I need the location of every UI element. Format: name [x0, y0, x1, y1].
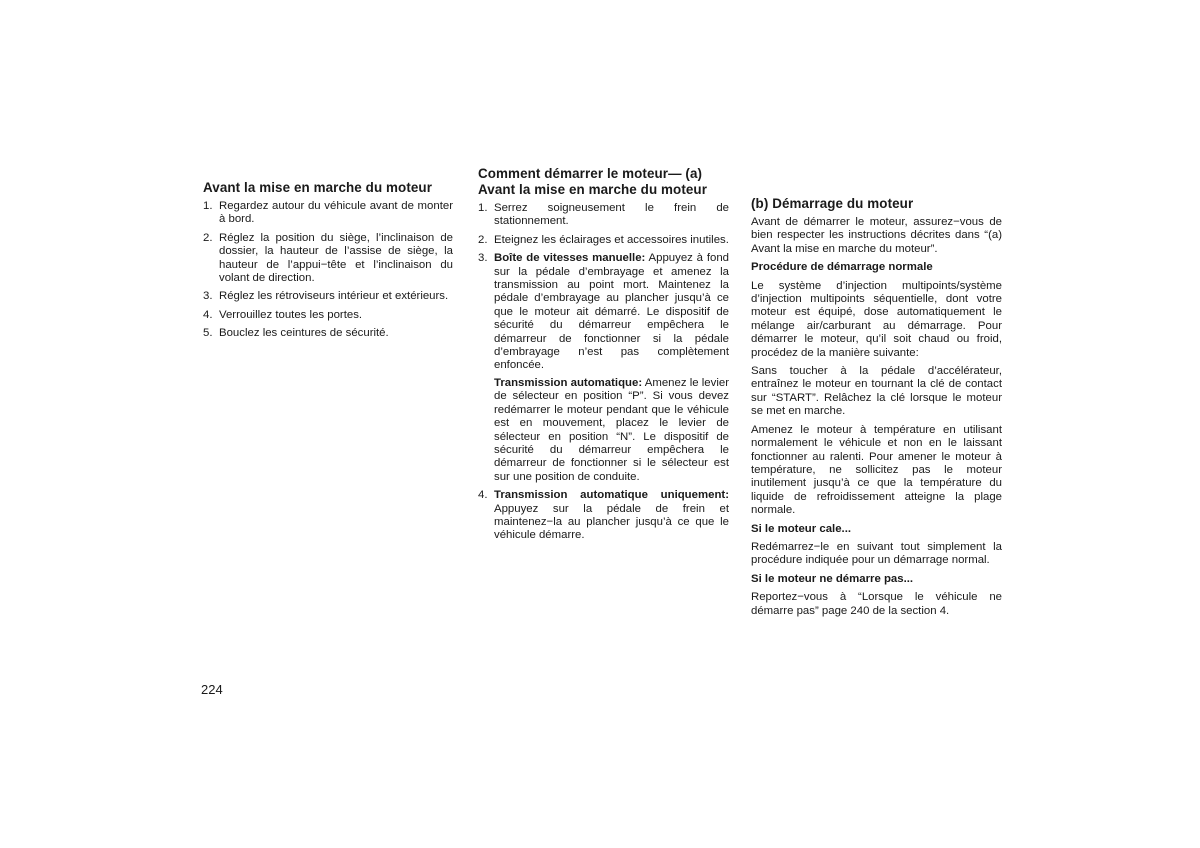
item-text: Regardez autour du véhicule avant de monter à bord. — [219, 200, 453, 226]
item-bold-lead: Boîte de vitesses manuelle: — [494, 252, 646, 265]
item-text: Verrouillez toutes les portes. — [219, 308, 363, 321]
item-number: 3. — [203, 290, 213, 303]
section-heading: (b) Démarrage du moteur — [751, 196, 914, 211]
list-item — [478, 489, 729, 543]
item-number: 2. — [478, 233, 488, 246]
checklist — [203, 200, 453, 341]
item-text: Serrez soigneusement le frein de stationnement. — [494, 202, 729, 228]
list-item — [203, 290, 453, 303]
item-text: Réglez les rétroviseurs intérieur et extérieurs. — [219, 290, 449, 303]
item-number: 4. — [203, 308, 213, 321]
paragraph: Amenez le moteur à température en utilisant normalement le véhicule et non en le laissant fonctionner au ralenti. Pour amener le moteur à température, ne sollicitez pas le moteur inutilement jusqu’à ce que la température du liquide de refroidissement atteigne la plage normale. — [751, 423, 1002, 517]
item-text: Amenez le levier de sélecteur en position “P”. Si vous devez redémarrer le moteur pendant que le véhicule est en mouvement, placez le levier de sélecteur en position “N”. Le dispositif de sécurité du démarreur empêchera le démarreur de fonctionner si le sélecteur est sur une position de conduite. — [494, 376, 729, 483]
list-item — [478, 202, 729, 229]
item-number: 2. — [203, 231, 213, 244]
left-column — [203, 180, 453, 346]
paragraph: Redémarrez−le en suivant tout simplement la procédure indiquée pour un démarrage normal. — [751, 540, 1002, 567]
list-item — [203, 327, 453, 340]
middle-column — [478, 166, 729, 548]
subheading: Procédure de démarrage normale — [751, 261, 933, 274]
item-text: Appuyez sur la pédale de frein et maintenez−la au plancher jusqu’à ce que le véhicule démarre. — [494, 502, 729, 542]
paragraph: Reportez−vous à “Lorsque le véhicule ne démarre pas” page 240 de la section 4. — [751, 591, 1002, 617]
subheading: Si le moteur ne démarre pas... — [751, 572, 914, 585]
section-heading: Comment démarrer le moteur— (a) Avant la mise en marche du moteur — [478, 166, 708, 197]
item-text: Bouclez les ceintures de sécurité. — [219, 327, 389, 340]
item-text: Eteignez les éclairages et accessoires inutiles. — [494, 233, 729, 246]
paragraph: Sans toucher à la pédale d’accélérateur, entraînez le moteur en tournant la clé de contact sur “START”. Relâchez la clé lorsque le moteur se met en marche. — [751, 365, 1002, 418]
item-bold-lead: Transmission automatique uniquement: — [494, 489, 729, 502]
page-number: 224 — [201, 682, 223, 697]
right-column — [751, 196, 1002, 623]
procedure-list — [478, 202, 729, 543]
section-heading: Avant la mise en marche du moteur — [203, 180, 433, 195]
item-number: 4. — [478, 489, 488, 502]
item-number: 1. — [478, 202, 488, 214]
list-item — [478, 252, 729, 484]
subheading: Si le moteur cale... — [751, 522, 852, 535]
list-item — [478, 234, 729, 247]
paragraph: Le système d’injection multipoints/système d’injection multipoints séquentielle, dont votre moteur est équipé, dose automatiquement le mélange air/carburant au démarrage. Pour démarrer le moteur, qu’il soit chaud ou froid, procédez de la manière suivante: — [751, 279, 1002, 359]
item-number: 1. — [203, 200, 213, 212]
item-bold-lead: Transmission automatique: — [494, 376, 643, 389]
item-text: Réglez la position du siège, l’inclinaison de dossier, la hauteur de l’assise de siège, la hauteur de l’appui−tête et l’inclinaison du volant de direction. — [219, 231, 453, 285]
list-item — [203, 232, 453, 286]
item-number: 5. — [203, 327, 213, 340]
list-item — [203, 309, 453, 322]
item-number: 3. — [478, 252, 488, 265]
list-item — [203, 200, 453, 227]
intro-paragraph: Avant de démarrer le moteur, assurez−vous de bien respecter les instructions décrites dans “(a) Avant la mise en marche du moteur”. — [751, 216, 1002, 255]
item-text: Appuyez à fond sur la pédale d’embrayage et amenez la transmission au point mort. Maintenez la pédale d’embrayage au plancher jusqu’à ce que le moteur ait démarré. Le dispositif de sécurité du démarreur empêchera le démarreur de fonctionner si la pédale d’embrayage n’est pas complètement enfoncée. — [494, 252, 730, 372]
sub-paragraph — [494, 377, 729, 484]
